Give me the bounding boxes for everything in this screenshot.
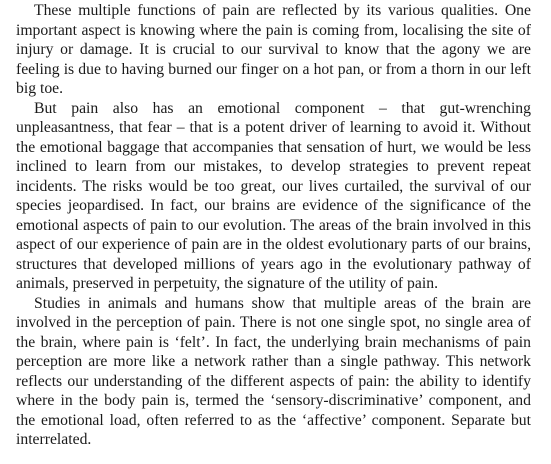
paragraph-pain-qualities: These multiple functions of pain are reflected by its various qualities. One important aspect is knowing where the pain is coming from, localising the site of injury or damage. It is crucial to our survival to know that the agony we are feeling is due to having burned our finger on a hot pan, or from a thorn in our left big toe.: [16, 2, 531, 97]
paragraph-brain-network: Studies in animals and humans show that multiple areas of the brain are involved in the perception of pain. There is not one single spot, no single area of the brain, where pain is ‘felt’. In fact, the underlying brain mechanisms of pain perception are more like a network rather than a single pathway. This network reflects our understanding of the different aspects of pain: the ability to identify where in the body pain is, termed the ‘sensory-discriminative’ component, and the emotional load, often referred to as the ‘affective’ component. Separate but interrelated.: [16, 294, 531, 448]
paragraph-emotional-component: But pain also has an emotional component – that gut-wrenching unpleasantness, that fear – that is a potent driver of learning to avoid it. Without the emotional baggage that accompanies that sensation of hurt, we would be less inclined to learn from our mistakes, to develop strategies to prevent repeat incidents. The risks would be too great, our lives curtailed, the survival of our species jeopardised. In fact, our brains are evidence of the significance of the emotional aspects of pain to our evolution. The areas of the brain involved in this aspect of our experience of pain are in the oldest evolutionary parts of our brains, structures that developed millions of years ago in the evolutionary pathway of animals, preserved in perpetuity, the signature of the utility of pain.: [16, 99, 531, 292]
